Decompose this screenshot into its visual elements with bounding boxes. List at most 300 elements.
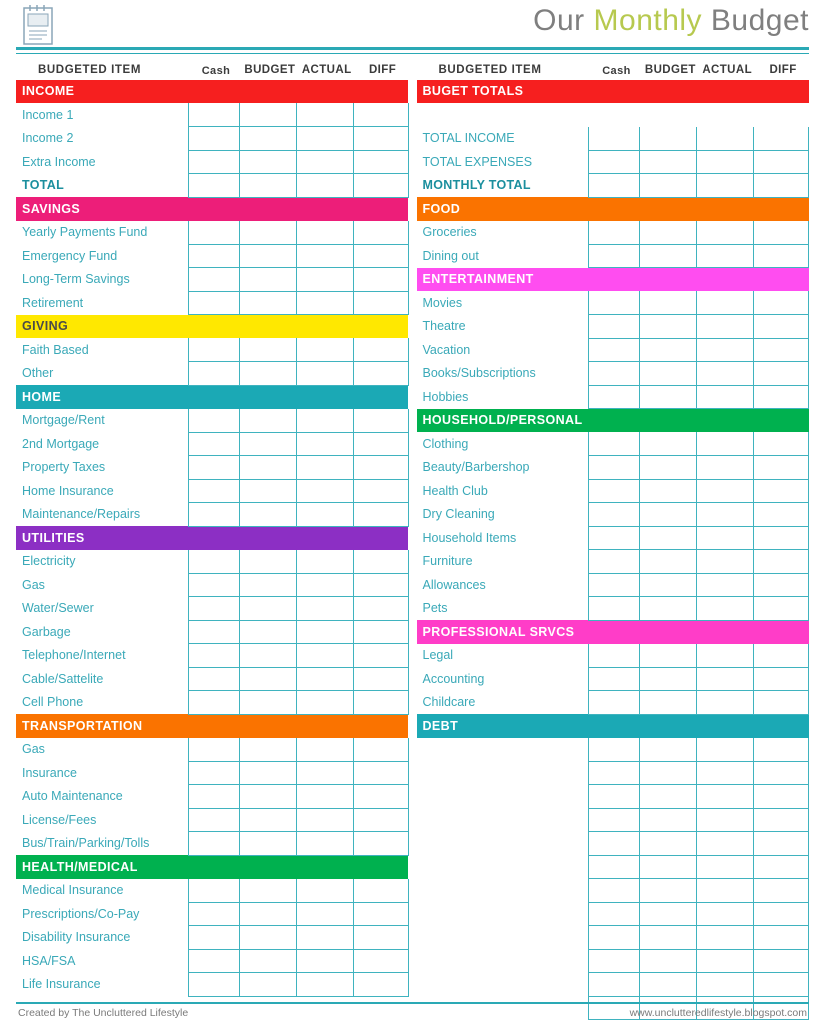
budget-value-cell[interactable] [353, 832, 408, 856]
budget-value-cell[interactable] [239, 761, 296, 785]
budget-value-cell[interactable] [239, 362, 296, 386]
budget-value-cell[interactable] [239, 785, 296, 809]
budget-value-cell[interactable] [754, 949, 809, 973]
budget-item-row [417, 338, 809, 362]
budget-value-cell[interactable] [239, 573, 296, 597]
budget-item-label: Maintenance/Repairs [22, 507, 141, 521]
budget-value-cell[interactable] [697, 385, 754, 409]
budget-value-cell[interactable] [640, 456, 697, 480]
budget-value-cell[interactable] [754, 150, 809, 174]
budget-value-cell[interactable] [589, 808, 640, 832]
budget-value-cell[interactable] [697, 362, 754, 386]
budget-value-cell[interactable] [697, 808, 754, 832]
budget-value-cell[interactable] [589, 456, 640, 480]
budget-value-cell[interactable] [640, 244, 697, 268]
budget-value-cell[interactable] [296, 268, 353, 292]
budget-value-cell[interactable] [296, 879, 353, 903]
budget-value-cell[interactable] [188, 785, 239, 809]
budget-value-cell[interactable] [697, 315, 754, 339]
budget-value-cell[interactable] [697, 879, 754, 903]
budget-value-cell[interactable] [754, 855, 809, 879]
budget-value-cell[interactable] [754, 291, 809, 315]
budget-value-cell[interactable] [754, 926, 809, 950]
budget-item-row [16, 174, 408, 198]
budget-value-cell[interactable] [754, 174, 809, 198]
budget-value-cell[interactable] [640, 902, 697, 926]
budget-value-cell[interactable] [589, 550, 640, 574]
budget-value-cell[interactable] [353, 221, 408, 245]
budget-value-cell[interactable] [640, 573, 697, 597]
budget-value-cell[interactable] [296, 291, 353, 315]
budget-value-cell[interactable] [640, 949, 697, 973]
budget-value-cell[interactable] [239, 879, 296, 903]
budget-value-cell[interactable] [296, 691, 353, 715]
budget-item-row [417, 573, 809, 597]
footer-website: www.unclutteredlifestyle.blogspot.com [629, 1007, 807, 1019]
budget-value-cell[interactable] [640, 879, 697, 903]
budget-value-cell[interactable] [754, 338, 809, 362]
budget-value-cell[interactable] [754, 808, 809, 832]
budget-value-cell[interactable] [697, 949, 754, 973]
budget-value-cell[interactable] [697, 291, 754, 315]
budget-value-cell[interactable] [697, 573, 754, 597]
budget-value-cell[interactable] [754, 362, 809, 386]
budget-value-cell[interactable] [188, 362, 239, 386]
budget-value-cell[interactable] [697, 902, 754, 926]
budget-value-cell[interactable] [296, 174, 353, 198]
budget-value-cell[interactable] [353, 644, 408, 668]
budget-item-row [417, 879, 809, 903]
budget-item-row [16, 832, 408, 856]
budget-value-cell[interactable] [589, 832, 640, 856]
budget-value-cell[interactable] [697, 785, 754, 809]
budget-value-cell[interactable] [296, 409, 353, 433]
budget-value-cell[interactable] [188, 832, 239, 856]
section-title: UTILITIES [16, 526, 408, 550]
section-title: BUGET TOTALS [417, 80, 809, 104]
budget-item-label: Gas [22, 577, 45, 592]
budget-value-cell[interactable] [697, 644, 754, 668]
budget-value-cell[interactable] [188, 456, 239, 480]
budget-value-cell[interactable] [296, 221, 353, 245]
budget-value-cell[interactable] [589, 479, 640, 503]
budget-item-label: Insurance [22, 765, 77, 780]
budget-value-cell[interactable] [239, 268, 296, 292]
budget-value-cell[interactable] [353, 691, 408, 715]
budget-value-cell[interactable] [239, 503, 296, 527]
budget-value-cell[interactable] [353, 738, 408, 762]
budget-value-cell[interactable] [296, 573, 353, 597]
budget-item-row [417, 808, 809, 832]
budget-value-cell[interactable] [589, 315, 640, 339]
budget-value-cell[interactable] [640, 221, 697, 245]
budget-value-cell[interactable] [353, 409, 408, 433]
section-title: DEBT [417, 714, 809, 738]
budget-value-cell[interactable] [754, 127, 809, 151]
budget-value-cell[interactable] [239, 926, 296, 950]
budget-item-row [16, 221, 408, 245]
budget-item-label: 2nd Mortgage [22, 436, 100, 451]
budget-value-cell[interactable] [697, 855, 754, 879]
budget-value-cell[interactable] [640, 362, 697, 386]
budget-value-cell[interactable] [353, 573, 408, 597]
budget-value-cell[interactable] [589, 362, 640, 386]
budget-value-cell[interactable] [239, 338, 296, 362]
budget-value-cell[interactable] [353, 667, 408, 691]
budget-value-cell[interactable] [353, 949, 408, 973]
budget-value-cell[interactable] [589, 879, 640, 903]
budget-value-cell[interactable] [239, 691, 296, 715]
budget-value-cell[interactable] [239, 808, 296, 832]
budget-value-cell[interactable] [296, 926, 353, 950]
budget-value-cell[interactable] [296, 503, 353, 527]
budget-value-cell[interactable] [754, 550, 809, 574]
budget-value-cell[interactable] [296, 338, 353, 362]
budget-value-cell[interactable] [640, 667, 697, 691]
budget-value-cell[interactable] [353, 456, 408, 480]
budget-value-cell[interactable] [239, 832, 296, 856]
budget-value-cell[interactable] [640, 526, 697, 550]
budget-value-cell[interactable] [188, 620, 239, 644]
budget-value-cell[interactable] [640, 785, 697, 809]
budget-value-cell[interactable] [697, 667, 754, 691]
budget-value-cell[interactable] [697, 103, 754, 127]
budget-value-cell[interactable] [296, 432, 353, 456]
budget-item-row [16, 479, 408, 503]
budget-value-cell[interactable] [589, 103, 640, 127]
budget-value-cell[interactable] [697, 432, 754, 456]
budget-value-cell[interactable] [188, 973, 239, 997]
budget-value-cell[interactable] [239, 244, 296, 268]
budget-value-cell[interactable] [754, 456, 809, 480]
budget-value-cell[interactable] [296, 597, 353, 621]
budget-value-cell[interactable] [296, 808, 353, 832]
budget-value-cell[interactable] [754, 761, 809, 785]
budget-value-cell[interactable] [296, 738, 353, 762]
budget-item-row [16, 785, 408, 809]
budget-value-cell[interactable] [754, 103, 809, 127]
budget-value-cell[interactable] [188, 761, 239, 785]
budget-value-cell[interactable] [296, 667, 353, 691]
budget-value-cell[interactable] [640, 315, 697, 339]
budget-value-cell[interactable] [296, 550, 353, 574]
budget-value-cell[interactable] [188, 150, 239, 174]
budget-value-cell[interactable] [239, 620, 296, 644]
budget-value-cell[interactable] [296, 973, 353, 997]
budget-value-cell[interactable] [296, 150, 353, 174]
budget-value-cell[interactable] [697, 973, 754, 997]
budget-value-cell[interactable] [640, 127, 697, 151]
budget-value-cell[interactable] [589, 949, 640, 973]
budget-value-cell[interactable] [188, 291, 239, 315]
budget-value-cell[interactable] [697, 832, 754, 856]
budget-value-cell[interactable] [353, 244, 408, 268]
budget-value-cell[interactable] [353, 879, 408, 903]
budget-value-cell[interactable] [754, 832, 809, 856]
budget-value-cell[interactable] [640, 973, 697, 997]
budget-value-cell[interactable] [296, 362, 353, 386]
budget-value-cell[interactable] [188, 879, 239, 903]
budget-value-cell[interactable] [188, 550, 239, 574]
budget-item-label: HSA/FSA [22, 953, 76, 968]
budget-value-cell[interactable] [640, 291, 697, 315]
budget-value-cell[interactable] [296, 761, 353, 785]
budget-value-cell[interactable] [188, 174, 239, 198]
budget-value-cell[interactable] [640, 503, 697, 527]
budget-value-cell[interactable] [640, 338, 697, 362]
budget-value-cell[interactable] [239, 479, 296, 503]
budget-value-cell[interactable] [188, 949, 239, 973]
budget-value-cell[interactable] [239, 127, 296, 151]
budget-value-cell[interactable] [754, 221, 809, 245]
budget-value-cell[interactable] [754, 244, 809, 268]
budget-value-cell[interactable] [640, 103, 697, 127]
budget-value-cell[interactable] [697, 456, 754, 480]
budget-value-cell[interactable] [754, 315, 809, 339]
budget-value-cell[interactable] [697, 526, 754, 550]
budget-value-cell[interactable] [239, 973, 296, 997]
budget-value-cell[interactable] [239, 597, 296, 621]
budget-value-cell[interactable] [589, 691, 640, 715]
column-header-cash: Cash [201, 64, 231, 77]
budget-value-cell[interactable] [754, 526, 809, 550]
budget-value-cell[interactable] [589, 526, 640, 550]
budget-value-cell[interactable] [353, 338, 408, 362]
budget-value-cell[interactable] [640, 597, 697, 621]
budget-value-cell[interactable] [754, 503, 809, 527]
budget-value-cell[interactable] [239, 738, 296, 762]
budget-value-cell[interactable] [188, 573, 239, 597]
budget-item-label: Clothing [422, 436, 469, 451]
budget-value-cell[interactable] [754, 667, 809, 691]
budget-value-cell[interactable] [589, 174, 640, 198]
budget-value-cell[interactable] [589, 150, 640, 174]
budget-value-cell[interactable] [640, 385, 697, 409]
budget-value-cell[interactable] [353, 785, 408, 809]
budget-value-cell[interactable] [353, 550, 408, 574]
budget-value-cell[interactable] [188, 103, 239, 127]
budget-value-cell[interactable] [589, 338, 640, 362]
budget-value-cell[interactable] [754, 738, 809, 762]
budget-value-cell[interactable] [640, 691, 697, 715]
budget-value-cell[interactable] [697, 174, 754, 198]
budget-value-cell[interactable] [188, 667, 239, 691]
budget-value-cell[interactable] [296, 456, 353, 480]
budget-value-cell[interactable] [589, 127, 640, 151]
budget-item-row [16, 291, 408, 315]
budget-value-cell[interactable] [754, 385, 809, 409]
budget-value-cell[interactable] [239, 150, 296, 174]
budget-value-cell[interactable] [353, 127, 408, 151]
budget-value-cell[interactable] [296, 949, 353, 973]
budget-value-cell[interactable] [589, 761, 640, 785]
budget-value-cell[interactable] [697, 479, 754, 503]
budget-value-cell[interactable] [296, 832, 353, 856]
budget-value-cell[interactable] [353, 291, 408, 315]
budget-value-cell[interactable] [589, 667, 640, 691]
budget-value-cell[interactable] [640, 926, 697, 950]
budget-value-cell[interactable] [353, 902, 408, 926]
budget-item-row [417, 479, 809, 503]
budget-value-cell[interactable] [640, 855, 697, 879]
budget-value-cell[interactable] [640, 738, 697, 762]
budget-value-cell[interactable] [589, 432, 640, 456]
section-header-row [16, 855, 408, 879]
budget-item-label: Other [22, 366, 54, 380]
budget-value-cell[interactable] [296, 127, 353, 151]
budget-value-cell[interactable] [589, 503, 640, 527]
budget-value-cell[interactable] [697, 738, 754, 762]
budget-value-cell[interactable] [239, 667, 296, 691]
budget-value-cell[interactable] [697, 597, 754, 621]
budget-value-cell[interactable] [589, 902, 640, 926]
budget-value-cell[interactable] [296, 244, 353, 268]
budget-value-cell[interactable] [353, 362, 408, 386]
left-budget-table [16, 56, 409, 997]
budget-value-cell[interactable] [697, 221, 754, 245]
budget-value-cell[interactable] [296, 620, 353, 644]
budget-value-cell[interactable] [188, 479, 239, 503]
budget-value-cell[interactable] [188, 926, 239, 950]
budget-value-cell[interactable] [353, 268, 408, 292]
budget-value-cell[interactable] [754, 879, 809, 903]
budget-value-cell[interactable] [754, 902, 809, 926]
budget-value-cell[interactable] [239, 550, 296, 574]
budget-value-cell[interactable] [188, 127, 239, 151]
budget-value-cell[interactable] [640, 479, 697, 503]
budget-value-cell[interactable] [353, 808, 408, 832]
budget-value-cell[interactable] [353, 761, 408, 785]
budget-item-label: Disability Insurance [22, 930, 131, 944]
budget-value-cell[interactable] [640, 550, 697, 574]
budget-value-cell[interactable] [239, 291, 296, 315]
budget-value-cell[interactable] [640, 832, 697, 856]
budget-value-cell[interactable] [754, 573, 809, 597]
budget-value-cell[interactable] [754, 479, 809, 503]
budget-value-cell[interactable] [754, 597, 809, 621]
budget-value-cell[interactable] [188, 221, 239, 245]
budget-value-cell[interactable] [188, 268, 239, 292]
section-header-row [16, 385, 408, 409]
budget-value-cell[interactable] [754, 785, 809, 809]
budget-value-cell[interactable] [589, 597, 640, 621]
budget-value-cell[interactable] [188, 738, 239, 762]
budget-value-cell[interactable] [188, 338, 239, 362]
budget-value-cell[interactable] [188, 808, 239, 832]
budget-value-cell[interactable] [353, 103, 408, 127]
budget-value-cell[interactable] [754, 644, 809, 668]
budget-item-row [16, 338, 408, 362]
budget-value-cell[interactable] [697, 338, 754, 362]
column-header-cash: Cash [602, 64, 631, 77]
budget-value-cell[interactable] [239, 902, 296, 926]
budget-value-cell[interactable] [353, 973, 408, 997]
budget-value-cell[interactable] [188, 691, 239, 715]
budget-value-cell[interactable] [754, 973, 809, 997]
budget-value-cell[interactable] [239, 103, 296, 127]
budget-value-cell[interactable] [640, 761, 697, 785]
budget-value-cell[interactable] [239, 221, 296, 245]
budget-value-cell[interactable] [188, 432, 239, 456]
budget-value-cell[interactable] [353, 503, 408, 527]
budget-value-cell[interactable] [296, 103, 353, 127]
section-title: HOUSEHOLD/PERSONAL [417, 409, 809, 433]
budget-item-row [16, 456, 408, 480]
budget-value-cell[interactable] [589, 926, 640, 950]
budget-value-cell[interactable] [589, 785, 640, 809]
budget-value-cell[interactable] [353, 620, 408, 644]
budget-item-label: Vacation [422, 342, 471, 357]
budget-value-cell[interactable] [188, 597, 239, 621]
budget-value-cell[interactable] [296, 785, 353, 809]
budget-value-cell[interactable] [697, 150, 754, 174]
budget-value-cell[interactable] [296, 644, 353, 668]
budget-value-cell[interactable] [640, 174, 697, 198]
budget-value-cell[interactable] [188, 409, 239, 433]
budget-value-cell[interactable] [589, 573, 640, 597]
budget-value-cell[interactable] [697, 127, 754, 151]
budget-value-cell[interactable] [640, 808, 697, 832]
budget-value-cell[interactable] [589, 221, 640, 245]
budget-item-label: Movies [422, 295, 463, 310]
budget-value-cell[interactable] [754, 432, 809, 456]
budget-value-cell[interactable] [239, 456, 296, 480]
budget-value-cell[interactable] [353, 597, 408, 621]
column-header-actual: ACTUAL [301, 64, 352, 76]
budget-value-cell[interactable] [188, 644, 239, 668]
budget-value-cell[interactable] [697, 503, 754, 527]
budget-value-cell[interactable] [239, 949, 296, 973]
budget-value-cell[interactable] [697, 550, 754, 574]
budget-value-cell[interactable] [188, 503, 239, 527]
budget-value-cell[interactable] [589, 385, 640, 409]
budget-value-cell[interactable] [239, 644, 296, 668]
budget-value-cell[interactable] [353, 174, 408, 198]
budget-item-label: Gas [22, 742, 45, 756]
budget-value-cell[interactable] [640, 432, 697, 456]
budget-value-cell[interactable] [353, 926, 408, 950]
budget-value-cell[interactable] [754, 691, 809, 715]
budget-value-cell[interactable] [296, 479, 353, 503]
budget-value-cell[interactable] [353, 150, 408, 174]
budget-item-label: Long-Term Savings [22, 272, 130, 286]
budget-item-label [417, 926, 589, 950]
budget-value-cell[interactable] [589, 291, 640, 315]
budget-value-cell[interactable] [239, 174, 296, 198]
budget-value-cell[interactable] [589, 738, 640, 762]
budget-item-label: MONTHLY TOTAL [422, 178, 531, 192]
budget-value-cell[interactable] [353, 479, 408, 503]
section-title: PROFESSIONAL SRVCS [417, 620, 809, 644]
budget-value-cell[interactable] [697, 244, 754, 268]
budget-value-cell[interactable] [589, 644, 640, 668]
budget-value-cell[interactable] [188, 244, 239, 268]
budget-value-cell[interactable] [697, 761, 754, 785]
budget-value-cell[interactable] [239, 409, 296, 433]
budget-value-cell[interactable] [589, 244, 640, 268]
budget-value-cell[interactable] [640, 644, 697, 668]
budget-value-cell[interactable] [353, 432, 408, 456]
budget-value-cell[interactable] [296, 902, 353, 926]
budget-value-cell[interactable] [697, 691, 754, 715]
budget-value-cell[interactable] [239, 432, 296, 456]
budget-value-cell[interactable] [589, 973, 640, 997]
budget-value-cell[interactable] [188, 902, 239, 926]
budget-value-cell[interactable] [589, 855, 640, 879]
budget-value-cell[interactable] [697, 926, 754, 950]
budget-value-cell[interactable] [640, 150, 697, 174]
budget-item-label: Auto Maintenance [22, 789, 123, 803]
